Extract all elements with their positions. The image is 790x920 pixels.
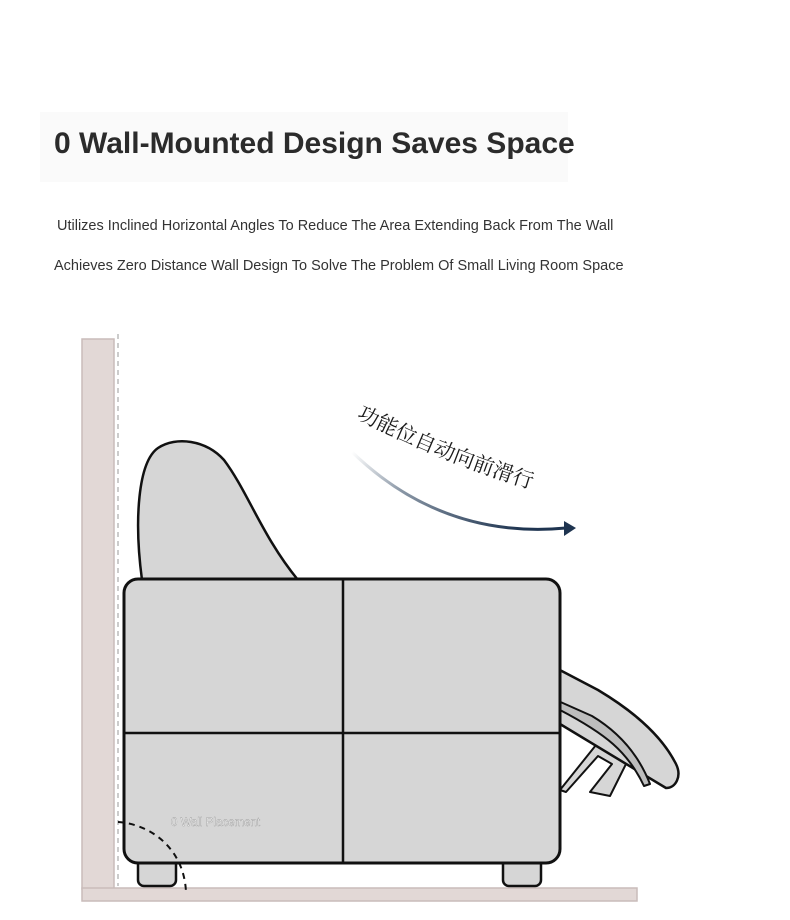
floor bbox=[82, 888, 637, 901]
page-title: 0 Wall-Mounted Design Saves Space bbox=[54, 127, 575, 160]
subtitle-line-2: Achieves Zero Distance Wall Design To Solve The Problem Of Small Living Room Space bbox=[54, 258, 624, 274]
wall-placement-label: 0 Wall Placement bbox=[171, 817, 261, 829]
slide-arrow-head bbox=[564, 521, 576, 536]
slide-label bbox=[354, 401, 537, 494]
subtitle-line-1: Utilizes Inclined Horizontal Angles To Reduce The Area Extending Back From The Wall bbox=[57, 218, 614, 234]
slide-label-path: 功能位自动向前滑行 bbox=[353, 401, 537, 494]
wall bbox=[82, 339, 114, 889]
sofa-back-cushion bbox=[138, 441, 298, 580]
footrest-mechanism bbox=[556, 668, 678, 796]
